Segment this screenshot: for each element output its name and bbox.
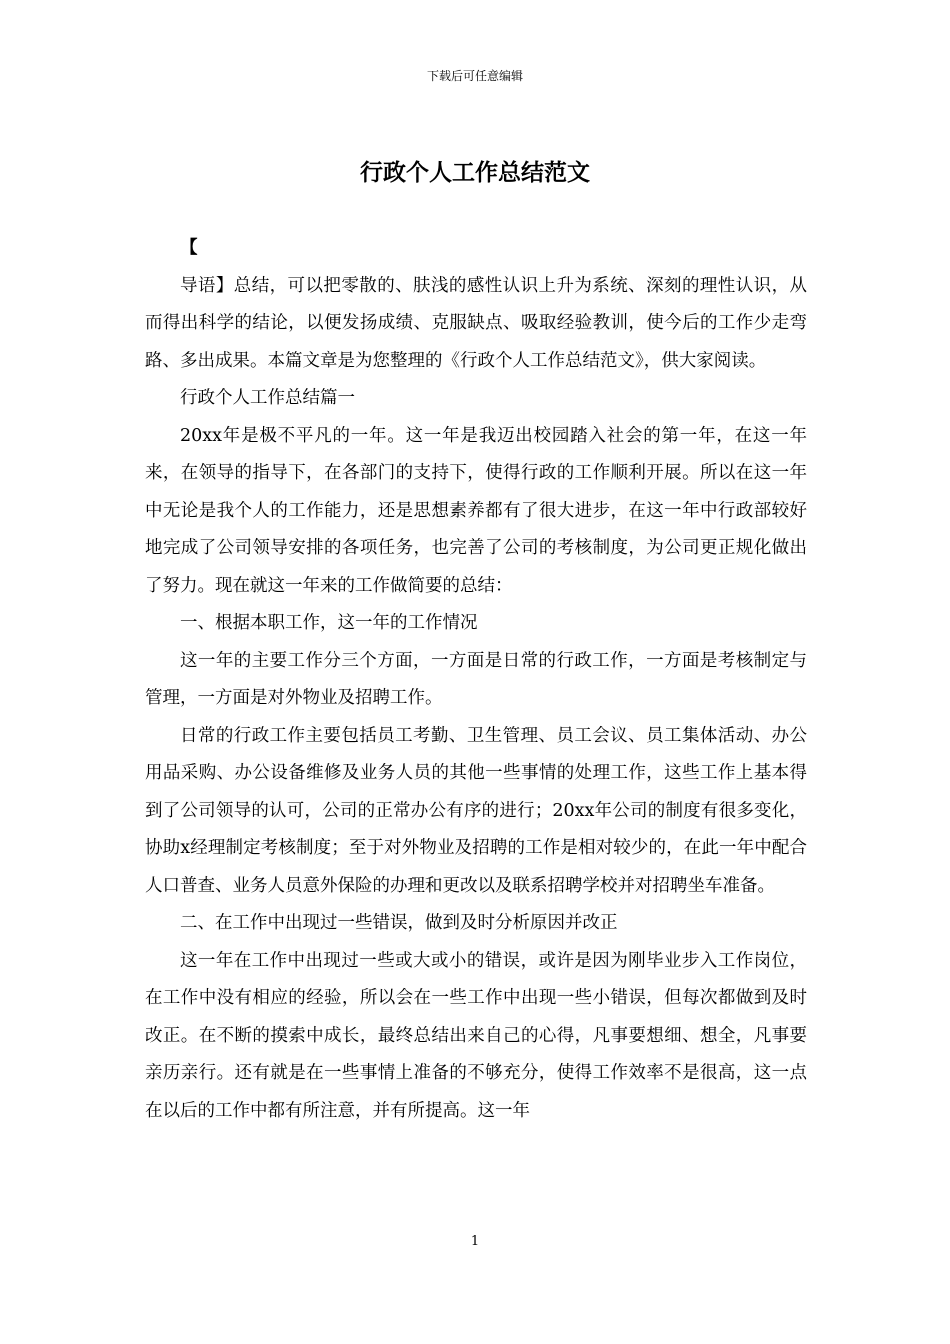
paragraph-intro: 导语】总结，可以把零散的、肤浅的感性认识上升为系统、深刻的理性认识，从而得出科学的结论，以便发扬成绩、克服缺点、吸取经验教训，使今后的工作少走弯路、多出成果。本篇文章是为您整理的《行政个人工作总结范文》，供大家阅读。 (145, 275, 807, 371)
paragraph: 日常的行政工作主要包括员工考勤、卫生管理、员工会议、员工集体活动、办公用品采购、办公设备维修及业务人员的其他一些事情的处理工作，这些工作上基本得到了公司领导的认可，公司的正常办公有序的进行；20xx年公司的制度有很多变化，协助x经理制定考核制度；至于对外物业及招聘的工作是相对较少的，在此一年中配合人口普查、业务人员意外保险的办理和更改以及联系招聘学校并对招聘坐车准备。 (145, 725, 807, 896)
section-heading: 行政个人工作总结篇一 (180, 388, 355, 408)
paragraph: 这一年的主要工作分三个方面，一方面是日常的行政工作，一方面是考核制定与管理，一方面是对外物业及招聘工作。 (145, 650, 807, 708)
paragraph: 20xx年是极不平凡的一年。这一年是我迈出校园踏入社会的第一年，在这一年来，在领导的指导下，在各部门的支持下，使得行政的工作顺利开展。所以在这一年中无论是我个人的工作能力，还是思想素养都有了很大进步，在这一年中行政部较好地完成了公司领导安排的各项任务，也完善了公司的考核制度，为公司更正规化做出了努力。现在就这一年来的工作做简要的总结： (145, 425, 807, 596)
document-body (145, 230, 807, 1130)
subsection-heading: 一、根据本职工作，这一年的工作情况 (180, 613, 478, 633)
paragraph: 这一年在工作中出现过一些或大或小的错误，或许是因为刚毕业步入工作岗位，在工作中没有相应的经验，所以会在一些工作中出现一些小错误，但每次都做到及时改正。在不断的摸索中成长，最终总结出来自己的心得，凡事要想细、想全，凡事要亲历亲行。还有就是在一些事情上准备的不够充分，使得工作效率不是很高，这一点在以后的工作中都有所注意，并有所提高。这一年 (145, 950, 807, 1121)
subsection-heading: 二、在工作中出现过一些错误，做到及时分析原因并改正 (180, 913, 618, 933)
page-number: 1 (470, 1234, 480, 1249)
document-title: 行政个人工作总结范文 (360, 159, 590, 186)
paragraph-bracket: 【 (180, 238, 198, 258)
header-note: 下载后可任意编辑 (426, 69, 523, 83)
